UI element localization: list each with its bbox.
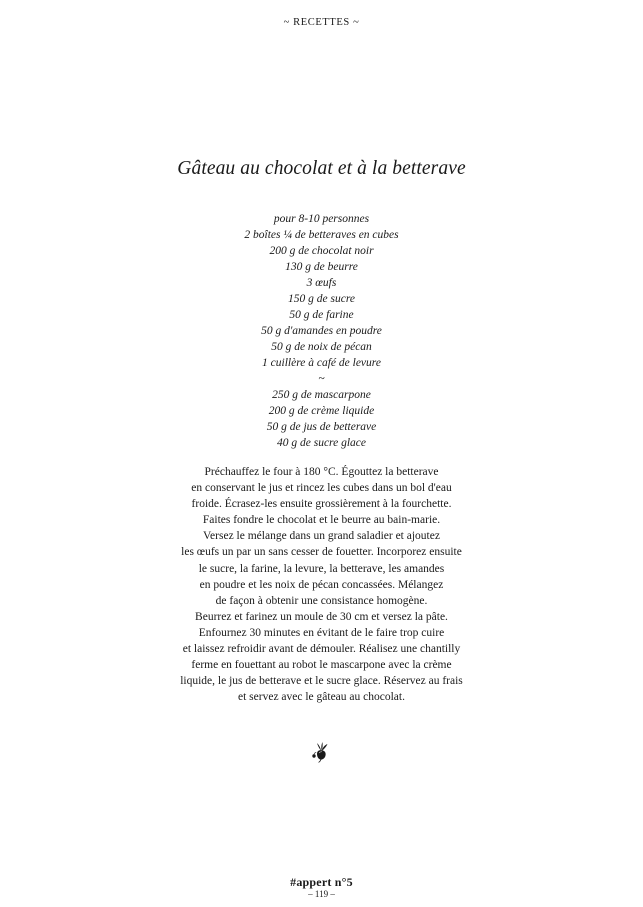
method-line: Préchauffez le four à 180 °C. Égouttez la betterave [204,466,439,478]
method-line: en conservant le jus et rincez les cubes dans un bol d'eau [191,482,452,495]
method-line: froide. Écrasez-les ensuite grossièrement à la fourchette. [191,498,452,511]
ingredient-line: 40 g de sucre glace [277,437,366,449]
ingredient-line: 200 g de chocolat noir [269,245,374,257]
method-line: Versez le mélange dans un grand saladier et ajoutez [203,530,440,543]
method-line: en poudre et les noix de pécan concassées. Mélangez [199,578,444,591]
method-line: et servez avec le gâteau au chocolat. [238,691,405,704]
ingredients-list [0,211,643,451]
ingredient-line: 50 g d'amandes en poudre [261,325,382,337]
method-line: les œufs un par un sans cesser de fouetter. Incorporez ensuite [181,546,462,559]
ingredient-separator: ~ [318,373,325,385]
method-line: le sucre, la farine, la levure, la betterave, les amandes [198,562,445,575]
ingredient-line: 250 g de mascarpone [272,389,371,401]
ingredient-line: 130 g de beurre [285,261,358,273]
beetroot-ornament-icon [311,741,331,763]
magazine-issue: #appert n°5 [290,875,353,889]
ingredient-line: 50 g de farine [289,309,354,321]
ingredient-line: 1 cuillère à café de levure [262,357,381,369]
page-number: – 119 – [308,889,335,899]
method-line: Beurrez et farinez un moule de 30 cm et versez la pâte. [195,610,448,623]
ingredient-line: 200 g de crème liquide [268,405,375,417]
ingredient-line: 50 g de noix de pécan [271,341,372,353]
ingredient-line: 50 g de jus de betterave [266,421,377,433]
ingredient-line: 2 boîtes ¼ de betteraves en cubes [244,229,399,241]
method-line: ferme en fouettant au robot le mascarpone avec la crème [191,659,452,672]
method-line: et laissez refroidir avant de démouler. Réalisez une chantilly [182,643,461,656]
method-text [150,464,493,705]
ingredient-line: pour 8-10 personnes [273,213,370,225]
method-line: Enfournez 30 minutes en évitant de le faire trop cuire [198,626,445,639]
recipe-title: Gâteau au chocolat et à la betterave [177,158,466,179]
running-head: ~ RECETTES ~ [283,17,360,28]
method-line: liquide, le jus de betterave et le sucre glace. Réservez au frais [180,675,463,688]
method-line: de façon à obtenir une consistance homogène. [215,594,428,607]
ingredient-line: 150 g de sucre [288,293,355,305]
method-line: Faites fondre le chocolat et le beurre au bain-marie. [202,514,441,527]
ingredient-line: 3 œufs [306,277,337,289]
